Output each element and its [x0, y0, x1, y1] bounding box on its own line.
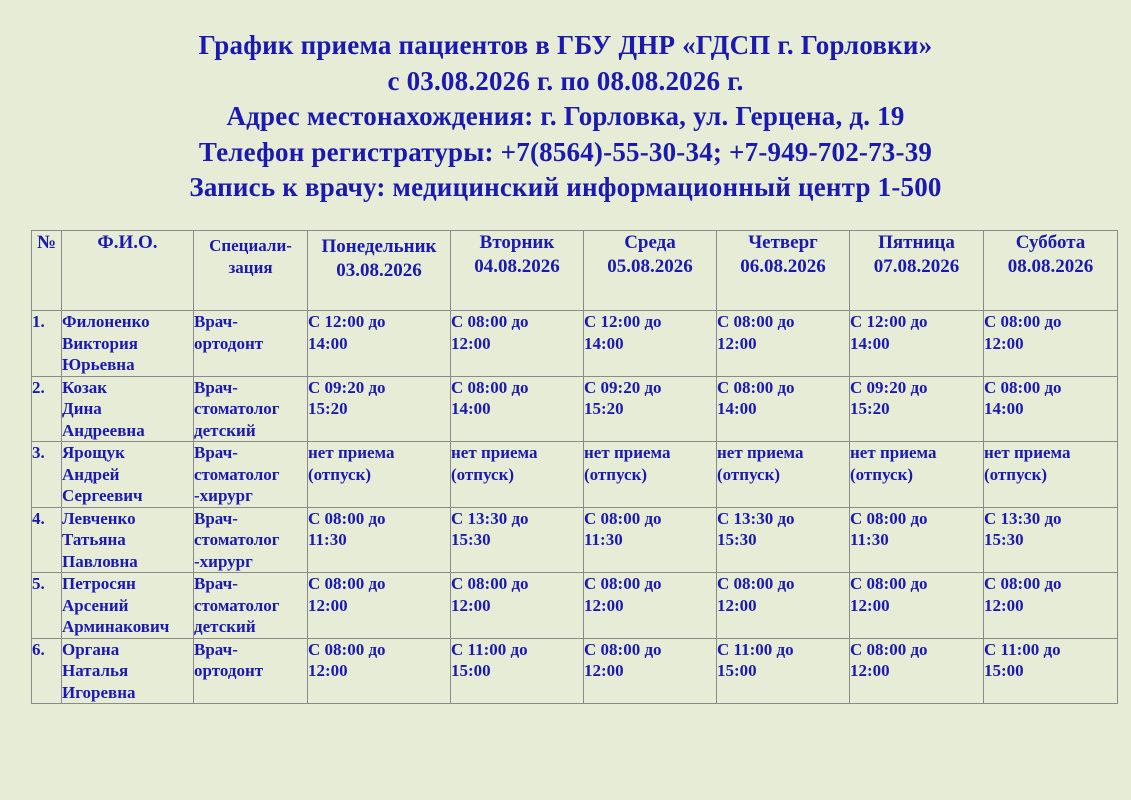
schedule-slot-line: 14:00 — [451, 399, 491, 418]
schedule-period: с 03.08.2026 г. по 08.08.2026 г. — [387, 65, 744, 96]
doctor-name-line: Ярощук — [62, 443, 125, 462]
schedule-slot-line: 12:00 — [584, 595, 624, 615]
column-header-day — [308, 231, 451, 311]
schedule-slot-line: С 09:20 до — [584, 377, 662, 397]
schedule-slot-cell — [451, 376, 584, 442]
schedule-slot-line: С 08:00 до — [850, 639, 928, 659]
schedule-slot-line: нет приема — [308, 443, 395, 462]
row-number: 2. — [32, 376, 62, 442]
specialization-line: -хирург — [194, 486, 253, 505]
schedule-slot-line: С 08:00 до — [984, 574, 1062, 593]
day-name: Вторник — [479, 232, 555, 253]
schedule-slot-line: С 08:00 до — [451, 574, 529, 593]
schedule-slot-line: нет приема — [850, 443, 937, 462]
schedule-slot-line: 12:00 — [717, 595, 757, 615]
specialization-line: Врач- — [194, 377, 238, 397]
table-row — [32, 311, 1118, 377]
table-row — [32, 376, 1118, 442]
schedule-slot-line: 15:00 — [717, 661, 757, 680]
schedule-slot-cell — [717, 442, 850, 508]
row-number: 4. — [32, 507, 62, 573]
schedule-slot-line: С 08:00 до — [850, 508, 928, 528]
schedule-slot-cell — [850, 573, 984, 639]
specialization-line: Врач- — [194, 508, 238, 528]
day-date: 03.08.2026 — [336, 260, 422, 281]
specialization-line: детский — [194, 617, 256, 636]
row-number: 3. — [32, 442, 62, 508]
schedule-slot-line: (отпуск) — [850, 464, 914, 484]
doctor-name-line: Сергеевич — [62, 486, 143, 505]
schedule-slot-line: 12:00 — [308, 661, 348, 680]
schedule-slot-line: 11:30 — [850, 530, 889, 549]
specialization-cell — [194, 311, 308, 377]
schedule-slot-cell — [984, 638, 1118, 704]
schedule-slot-cell — [984, 573, 1118, 639]
schedule-slot-line: нет приема — [584, 443, 671, 462]
schedule-slot-line: С 11:00 до — [451, 639, 528, 659]
schedule-slot-cell — [584, 442, 717, 508]
doctor-name-cell — [62, 311, 194, 377]
specialization-line: Врач- — [194, 312, 238, 331]
doctor-name-line: Виктория — [62, 333, 139, 353]
schedule-slot-line: С 08:00 до — [984, 312, 1062, 331]
column-header-day — [584, 231, 717, 311]
schedule-slot-cell — [584, 311, 717, 377]
schedule-slot-cell — [984, 376, 1118, 442]
column-header-name: Ф.И.О. — [62, 231, 194, 311]
doctor-name-cell — [62, 638, 194, 704]
schedule-slot-line: 15:20 — [584, 399, 624, 418]
row-number: 5. — [32, 573, 62, 639]
doctor-name-line: Наталья — [62, 661, 129, 680]
schedule-slot-line: С 11:00 до — [984, 639, 1061, 659]
schedule-slot-cell — [308, 376, 451, 442]
schedule-slot-cell — [850, 442, 984, 508]
schedule-slot-line: 12:00 — [451, 333, 491, 353]
table-row — [32, 507, 1118, 573]
schedule-slot-line: 14:00 — [850, 333, 890, 353]
schedule-slot-line: С 08:00 до — [451, 377, 529, 397]
schedule-slot-cell — [984, 507, 1118, 573]
schedule-slot-line: С 09:20 до — [850, 377, 928, 397]
schedule-slot-line: С 09:20 до — [308, 377, 386, 397]
column-header-day — [850, 231, 984, 311]
specialization-line: -хирург — [194, 551, 253, 571]
column-header-spec-line: зация — [228, 258, 273, 277]
column-header-day — [717, 231, 850, 311]
day-date: 06.08.2026 — [740, 256, 826, 277]
schedule-slot-line: 12:00 — [584, 661, 624, 680]
schedule-slot-line: С 11:00 до — [717, 639, 794, 659]
specialization-cell — [194, 638, 308, 704]
schedule-slot-line: нет приема — [717, 443, 804, 462]
schedule-slot-cell — [584, 573, 717, 639]
specialization-line: стоматолог — [194, 595, 280, 615]
schedule-slot-line: 14:00 — [308, 333, 348, 353]
specialization-line: детский — [194, 420, 256, 440]
schedule-slot-line: 15:30 — [717, 530, 757, 549]
schedule-slot-cell — [584, 507, 717, 573]
doctor-name-cell — [62, 573, 194, 639]
schedule-slot-line: С 13:30 до — [717, 508, 795, 528]
schedule-slot-line: С 08:00 до — [717, 312, 795, 331]
doctor-name-line: Левченко — [62, 508, 136, 528]
address-line: Адрес местонахождения: г. Горловка, ул. Герцена, д. 19 — [226, 101, 905, 131]
doctor-name-line: Арминакович — [62, 617, 170, 636]
schedule-slot-line: нет приема — [984, 443, 1071, 462]
specialization-line: ортодонт — [194, 333, 264, 353]
schedule-slot-line: С 08:00 до — [584, 574, 662, 593]
schedule-slot-cell — [584, 376, 717, 442]
schedule-slot-cell — [717, 311, 850, 377]
schedule-slot-cell — [308, 311, 451, 377]
doctor-name-line: Козак — [62, 377, 108, 397]
schedule-slot-line: С 13:30 до — [984, 508, 1062, 528]
schedule-slot-line: С 12:00 до — [850, 312, 928, 331]
doctor-name-line: Петросян — [62, 574, 136, 593]
schedule-slot-line: 12:00 — [451, 595, 491, 615]
schedule-slot-line: (отпуск) — [451, 464, 515, 484]
schedule-slot-line: 11:30 — [584, 530, 623, 549]
schedule-slot-line: С 12:00 до — [308, 312, 386, 331]
schedule-slot-cell — [451, 442, 584, 508]
schedule-slot-cell — [850, 311, 984, 377]
specialization-line: ортодонт — [194, 661, 264, 680]
doctor-name-line: Игоревна — [62, 682, 136, 702]
column-header-spec-line: Специали- — [209, 236, 292, 255]
specialization-cell — [194, 442, 308, 508]
specialization-line: Врач- — [194, 639, 238, 659]
schedule-slot-cell — [308, 442, 451, 508]
schedule-slot-cell — [451, 311, 584, 377]
schedule-slot-line: С 13:30 до — [451, 508, 529, 528]
schedule-slot-line: 12:00 — [984, 333, 1024, 353]
schedule-slot-line: 15:00 — [451, 661, 491, 680]
schedule-title: График приема пациентов в ГБУ ДНР «ГДСП г. Горловки» — [198, 30, 933, 60]
doctor-name-line: Андреевна — [62, 420, 145, 440]
schedule-slot-cell — [717, 638, 850, 704]
doctor-name-line: Дина — [62, 399, 102, 418]
column-header-number: № — [32, 231, 62, 311]
schedule-slot-line: нет приема — [451, 443, 538, 462]
day-name: Понедельник — [321, 236, 437, 257]
schedule-slot-line: С 12:00 до — [584, 312, 662, 331]
column-header-day — [984, 231, 1118, 311]
schedule-table — [31, 230, 1118, 704]
schedule-slot-line: С 08:00 до — [584, 508, 662, 528]
day-date: 04.08.2026 — [474, 256, 560, 277]
specialization-cell — [194, 376, 308, 442]
specialization-line: Врач- — [194, 443, 238, 462]
schedule-slot-cell — [717, 507, 850, 573]
schedule-slot-line: (отпуск) — [984, 464, 1048, 484]
day-date: 05.08.2026 — [607, 256, 693, 277]
schedule-slot-line: С 08:00 до — [308, 639, 386, 659]
column-header-specialization — [194, 231, 308, 311]
schedule-slot-cell — [584, 638, 717, 704]
schedule-slot-line: 15:20 — [850, 399, 890, 418]
day-date: 08.08.2026 — [1007, 256, 1094, 277]
table-row — [32, 638, 1118, 704]
schedule-body — [32, 311, 1118, 704]
schedule-slot-line: С 08:00 до — [451, 312, 529, 331]
day-date: 07.08.2026 — [873, 256, 960, 277]
table-row — [32, 573, 1118, 639]
schedule-slot-line: 15:00 — [984, 661, 1024, 680]
schedule-slot-line: (отпуск) — [308, 464, 372, 484]
schedule-slot-cell — [850, 376, 984, 442]
doctor-name-line: Органа — [62, 639, 120, 659]
schedule-slot-cell — [850, 638, 984, 704]
specialization-cell — [194, 507, 308, 573]
doctor-name-cell — [62, 442, 194, 508]
schedule-slot-line: (отпуск) — [584, 464, 648, 484]
row-number: 6. — [32, 638, 62, 704]
doctor-name-cell — [62, 507, 194, 573]
schedule-slot-line: С 08:00 до — [308, 508, 386, 528]
schedule-slot-line: 12:00 — [850, 661, 890, 680]
doctor-name-line: Юрьевна — [62, 355, 135, 374]
schedule-slot-line: 15:30 — [984, 530, 1024, 549]
schedule-slot-cell — [984, 311, 1118, 377]
schedule-slot-cell — [308, 573, 451, 639]
day-name: Среда — [624, 232, 676, 253]
doctor-name-line: Татьяна — [62, 530, 126, 549]
schedule-slot-line: 14:00 — [584, 333, 624, 353]
schedule-slot-cell — [308, 638, 451, 704]
schedule-slot-cell — [850, 507, 984, 573]
appointment-line: Запись к врачу: медицинский информационный центр 1-500 — [189, 172, 942, 202]
doctor-name-line: Андрей — [62, 464, 120, 484]
schedule-slot-cell — [451, 638, 584, 704]
table-row — [32, 442, 1118, 508]
phone-line: Телефон регистратуры: +7(8564)-55-30-34; +7-949-702-73-39 — [198, 136, 933, 167]
specialization-line: стоматолог — [194, 464, 280, 484]
schedule-slot-line: 12:00 — [850, 595, 890, 615]
schedule-slot-cell — [984, 442, 1118, 508]
schedule-slot-line: (отпуск) — [717, 464, 781, 484]
schedule-slot-line: 14:00 — [984, 399, 1024, 418]
specialization-line: стоматолог — [194, 399, 280, 418]
schedule-slot-line: С 08:00 до — [984, 377, 1062, 397]
schedule-slot-line: С 08:00 до — [850, 574, 928, 593]
schedule-slot-line: С 08:00 до — [717, 574, 795, 593]
schedule-slot-line: 12:00 — [717, 333, 757, 353]
doctor-name-line: Арсений — [62, 595, 129, 615]
day-name: Суббота — [1015, 232, 1086, 253]
schedule-slot-line: 15:20 — [308, 399, 348, 418]
schedule-slot-cell — [451, 573, 584, 639]
schedule-slot-line: 14:00 — [717, 399, 757, 418]
schedule-slot-cell — [717, 573, 850, 639]
schedule-slot-line: 11:30 — [308, 530, 347, 549]
schedule-slot-cell — [717, 376, 850, 442]
table-header-row — [32, 231, 1118, 311]
schedule-slot-line: 12:00 — [308, 595, 348, 615]
doctor-name-cell — [62, 376, 194, 442]
schedule-slot-cell — [308, 507, 451, 573]
schedule-slot-cell — [451, 507, 584, 573]
specialization-line: стоматолог — [194, 530, 280, 549]
doctor-name-line: Филоненко — [62, 312, 150, 331]
schedule-slot-line: С 08:00 до — [584, 639, 662, 659]
schedule-slot-line: С 08:00 до — [308, 574, 386, 593]
schedule-header — [0, 28, 1131, 206]
doctor-name-line: Павловна — [62, 551, 138, 571]
specialization-cell — [194, 573, 308, 639]
day-name: Четверг — [748, 232, 818, 253]
schedule-slot-line: 15:30 — [451, 530, 491, 549]
row-number: 1. — [32, 311, 62, 377]
specialization-line: Врач- — [194, 574, 238, 593]
column-header-day — [451, 231, 584, 311]
schedule-slot-line: 12:00 — [984, 595, 1024, 615]
schedule-slot-line: С 08:00 до — [717, 377, 795, 397]
day-name: Пятница — [878, 232, 955, 253]
